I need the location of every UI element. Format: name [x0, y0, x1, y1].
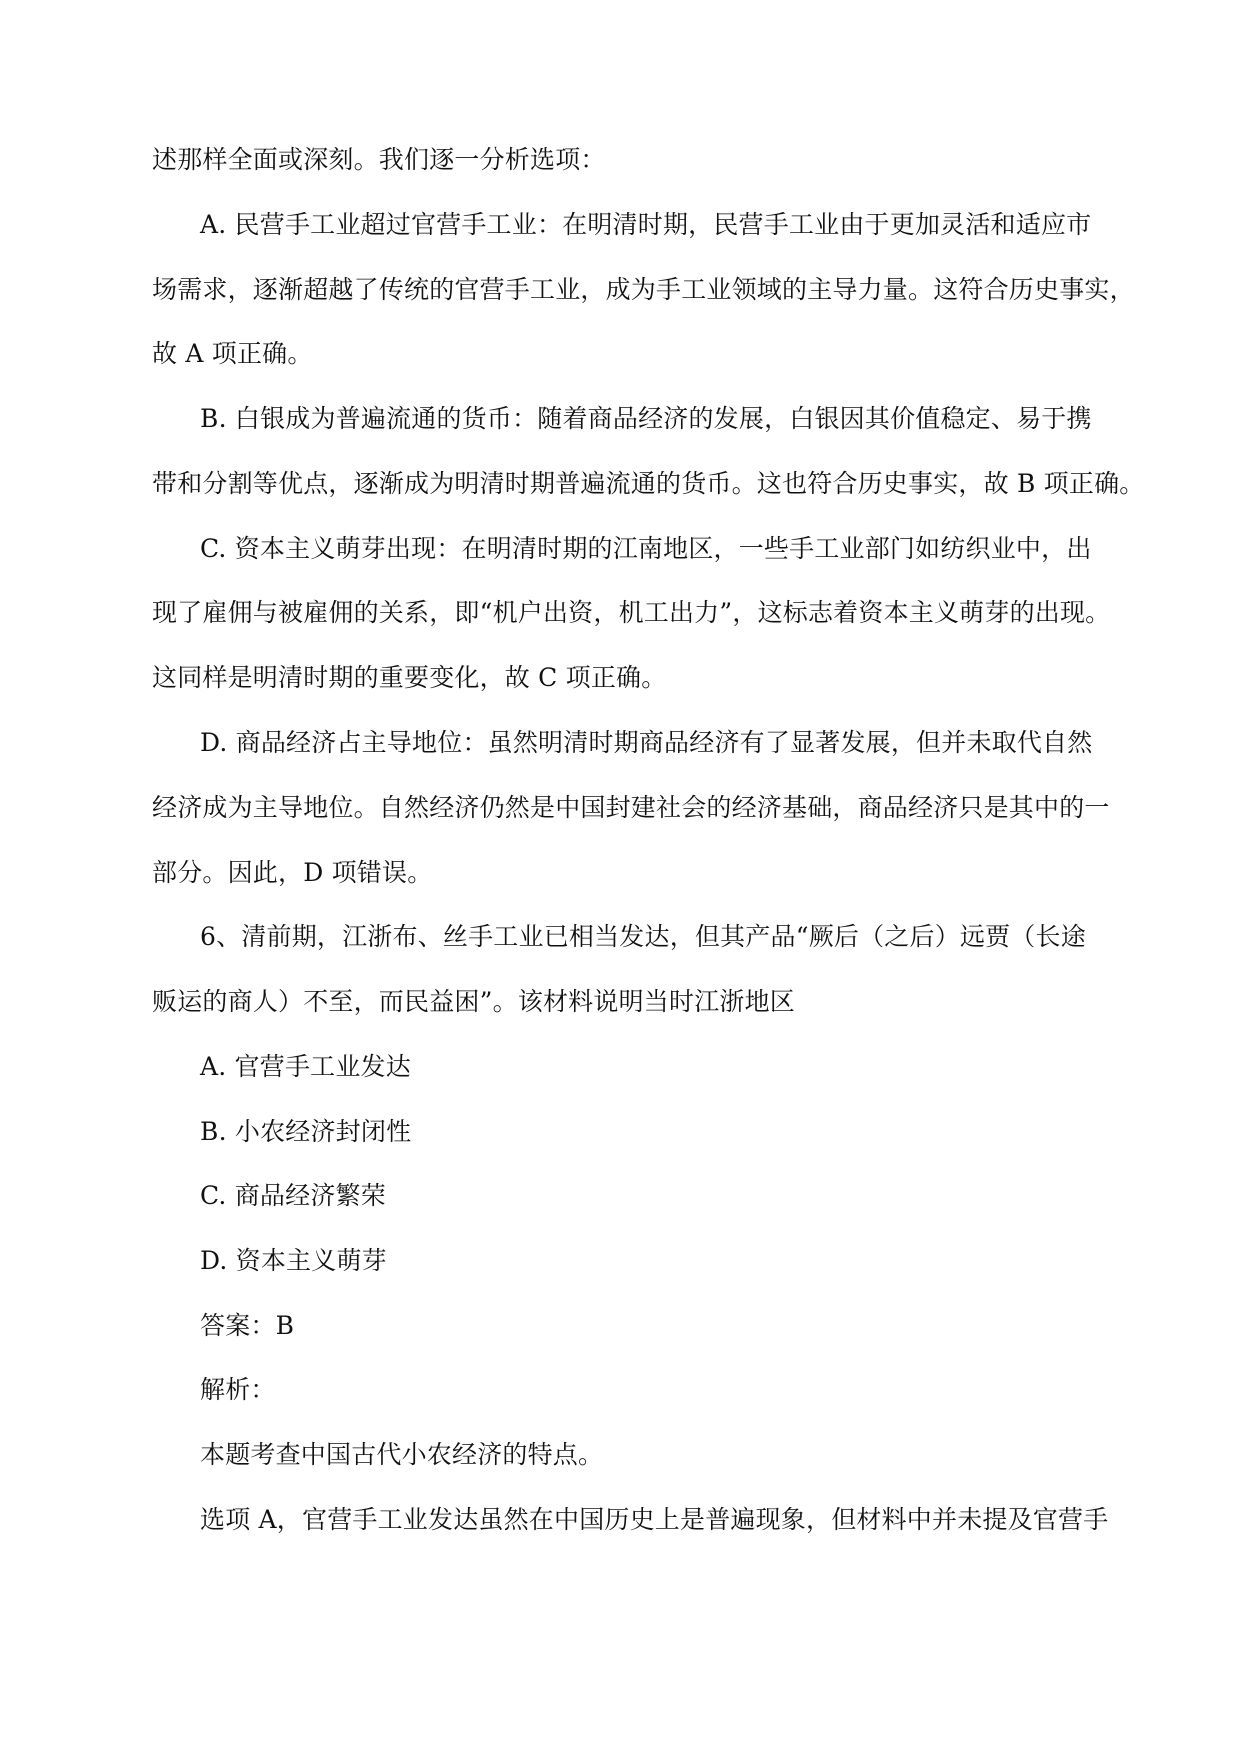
question-6-line-2: 贩运的商人）不至，而民益困”。该材料说明当时江浙地区 — [152, 987, 795, 1016]
explanation-option-a-line: 选项 A，官营手工业发达虽然在中国历史上是普遍现象，但材料中并未提及官营手 — [200, 1505, 1109, 1534]
option-a-analysis-line-2: 场需求，逐渐超越了传统的官营手工业，成为手工业领域的主导力量。这符合历史事实， — [152, 275, 1135, 304]
option-a-analysis-line-1: A. 民营手工业超过官营手工业：在明清时期，民营手工业由于更加灵活和适应市 — [200, 210, 1092, 239]
option-b-analysis-line-2: 带和分割等优点，逐渐成为明清时期普遍流通的货币。这也符合历史事实，故 B 项正确。 — [152, 469, 1145, 498]
option-a-analysis-line-3: 故 A 项正确。 — [152, 339, 313, 368]
option-c-analysis-line-3: 这同样是明清时期的重要变化，故 C 项正确。 — [152, 663, 667, 692]
question-6-option-d: D. 资本主义萌芽 — [200, 1246, 387, 1275]
option-c-analysis-line-1: C. 资本主义萌芽出现：在明清时期的江南地区，一些手工业部门如纺织业中，出 — [200, 534, 1092, 563]
question-6-option-a: A. 官营手工业发达 — [200, 1052, 411, 1081]
option-d-analysis-line-3: 部分。因此，D 项错误。 — [152, 858, 433, 887]
question-6-option-b: B. 小农经济封闭性 — [200, 1117, 412, 1146]
question-6-line-1: 6、清前期，江浙布、丝手工业已相当发达，但其产品“厥后（之后）远贾（长途 — [200, 922, 1086, 951]
answer-line: 答案：B — [200, 1311, 295, 1340]
explanation-label: 解析： — [200, 1375, 276, 1404]
analysis-intro-line: 述那样全面或深刻。我们逐一分析选项： — [152, 145, 606, 174]
option-b-analysis-line-1: B. 白银成为普遍流通的货币：随着商品经济的发展，白银因其价值稳定、易于携 — [200, 404, 1092, 433]
option-d-analysis-line-2: 经济成为主导地位。自然经济仍然是中国封建社会的经济基础，商品经济只是其中的一 — [152, 793, 1110, 822]
option-d-analysis-line-1: D. 商品经济占主导地位：虽然明清时期商品经济有了显著发展，但并未取代自然 — [200, 728, 1093, 757]
explanation-topic-line: 本题考查中国古代小农经济的特点。 — [200, 1440, 604, 1469]
option-c-analysis-line-2: 现了雇佣与被雇佣的关系，即“机户出资，机工出力”，这标志着资本主义萌芽的出现。 — [152, 598, 1111, 627]
question-6-option-c: C. 商品经济繁荣 — [200, 1181, 386, 1210]
